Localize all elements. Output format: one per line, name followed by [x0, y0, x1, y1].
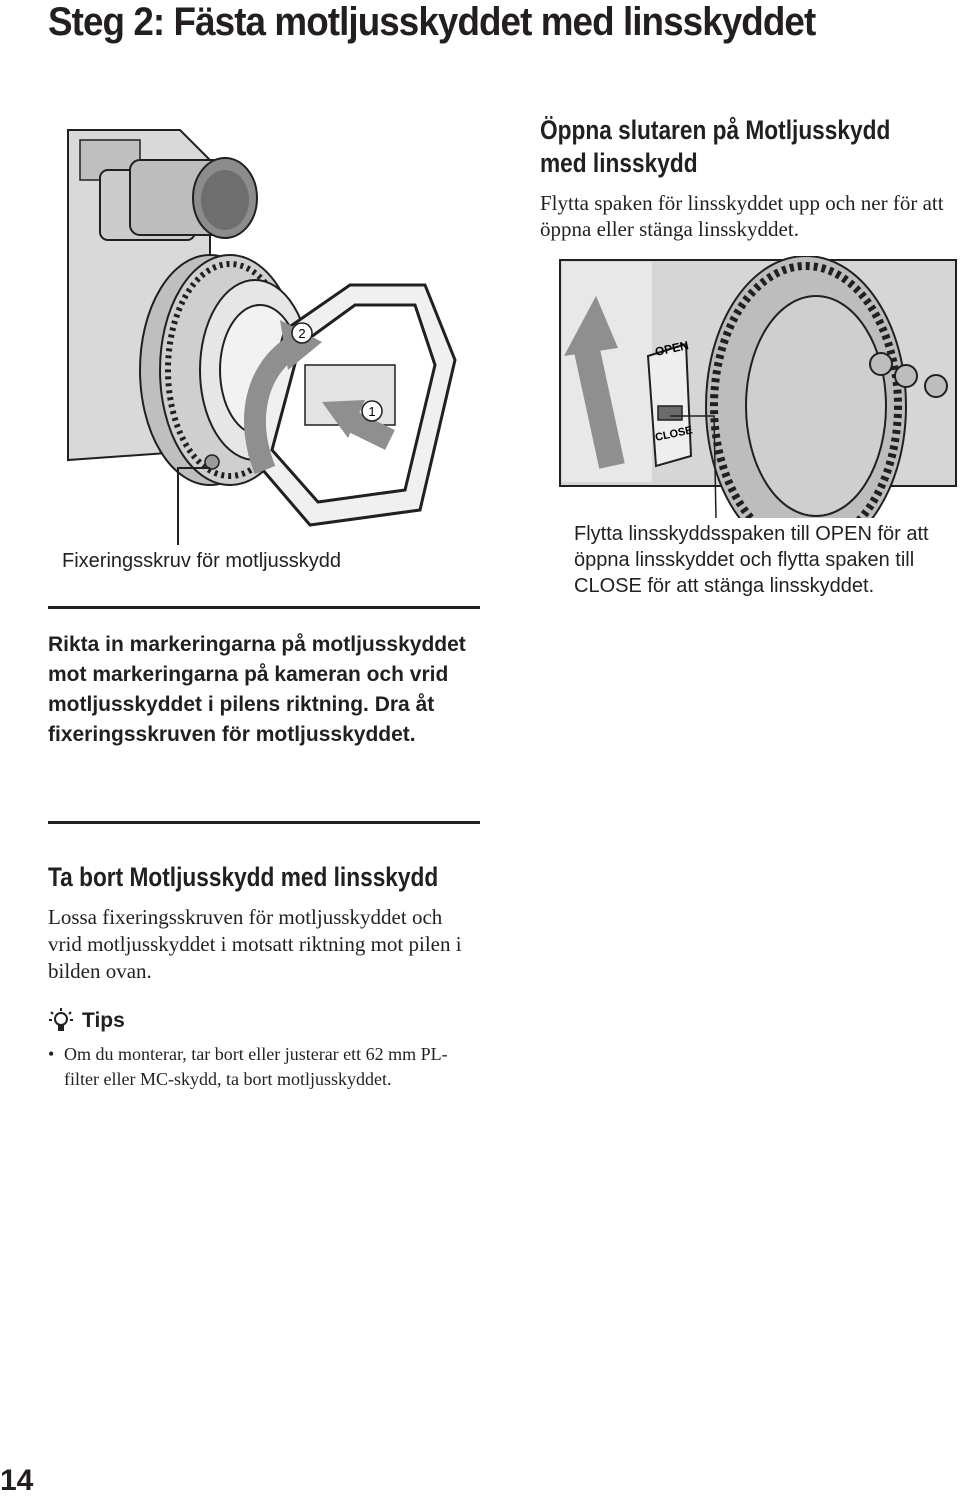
mounting-instruction: Rikta in markeringarna på motljusskyddet mot markeringarna på kameran och vrid motljusskyddet i pilens riktning. Dra åt fixeringsskruven för motljusskyddet.	[48, 633, 466, 746]
close-label: CLOSE	[654, 424, 694, 444]
section-divider	[48, 821, 480, 824]
lens-lever-illustration	[556, 256, 960, 518]
remove-section-heading: Ta bort Motljusskydd med linsskydd	[48, 862, 439, 892]
lever-callout: Flytta linsskyddsspaken till OPEN för att öppna linsskyddet och flytta spaken till CLOSE för att stänga linsskyddet.	[574, 523, 929, 597]
tips-label: Tips	[82, 1009, 125, 1032]
screw-callout: Fixeringsskruv för motljusskydd	[62, 550, 341, 572]
bullet: •	[48, 1044, 55, 1064]
tip-item	[48, 1042, 468, 1092]
tips-heading	[48, 1006, 125, 1036]
section-divider	[48, 606, 480, 609]
tip-text: Om du monterar, tar bort eller justerar ett 62 mm PL-filter eller MC-skydd, ta bort motljusskyddet.	[64, 1044, 448, 1089]
remove-section-body: Lossa fixeringsskruven för motljusskyddet och vrid motljusskyddet i motsatt riktning mot pilen i bilden ovan.	[48, 905, 462, 983]
open-section-heading: Öppna slutaren på Motljusskydd med linsskydd	[540, 115, 891, 178]
open-section-body: Flytta spaken för linsskyddet upp och ner för att öppna eller stänga linsskyddet.	[540, 191, 944, 241]
open-label: OPEN	[653, 338, 690, 359]
tips-list	[48, 1042, 468, 1092]
page-number: 14	[0, 1464, 34, 1497]
page-title: Steg 2: Fästa motljusskyddet med linsskyddet	[48, 0, 816, 44]
step-2-marker: 2	[298, 326, 306, 341]
camera-hood-illustration	[60, 120, 530, 550]
step-1-marker: 1	[368, 404, 376, 419]
lightbulb-icon	[48, 1007, 74, 1035]
